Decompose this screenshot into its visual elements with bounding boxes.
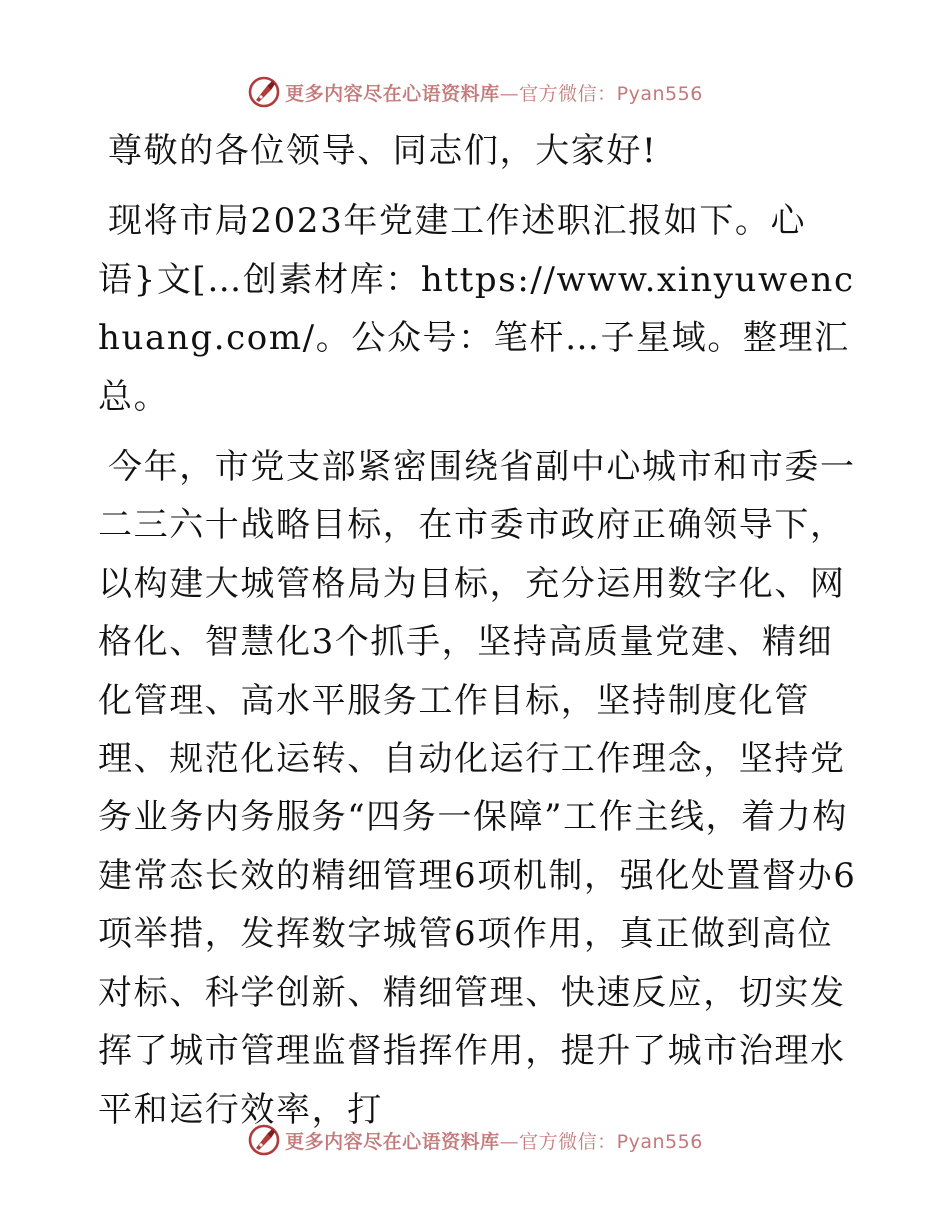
pen-nib-logo-icon [247, 1123, 281, 1157]
watermark-contact-text: 官方微信：Pyan556 [519, 82, 703, 105]
watermark-main-text: 更多内容尽在心语资料库 [285, 82, 500, 105]
header-watermark [0, 72, 950, 112]
intro-paragraph: 现将市局2023年党建工作述职汇报如下。心语}文[…创素材库：https://www.xinyuwenchuang.com/。公众号：笔杆…子星域。整理汇总。 [98, 201, 855, 417]
watermark-text [285, 79, 703, 106]
body-paragraph: 今年，市党支部紧密围绕省副中心城市和市委一二三六十战略目标，在市委市政府正确领导下，以构建大城管格局为目标，充分运用数字化、网格化、智慧化3个抓手，坚持高质量党建、精细化管理、高水平服务工作目标，坚持制度化管理、规范化运转、自动化运行工作理念，坚持党务业务内务服务“四务一保障”工作主线，着力构建常态长效的精细管理6项机制，强化处置督办6项举措，发挥数字城管6项作用，真正做到高位对标、科学创新、精细管理、快速反应，切实发挥了城市管理监督指挥作用，提升了城市治理水平和运行效率，打 [98, 447, 857, 1130]
watermark-main-text: 更多内容尽在心语资料库 [285, 1130, 500, 1153]
watermark-text [285, 1127, 703, 1154]
document-body [98, 122, 858, 1139]
watermark-separator: — [499, 1130, 520, 1153]
watermark-separator: — [499, 82, 520, 105]
footer-watermark [0, 1120, 950, 1160]
watermark-contact-text: 官方微信：Pyan556 [519, 1130, 703, 1153]
pen-nib-logo-icon [247, 75, 281, 109]
greeting-paragraph: 尊敬的各位领导、同志们，大家好! [108, 131, 658, 171]
